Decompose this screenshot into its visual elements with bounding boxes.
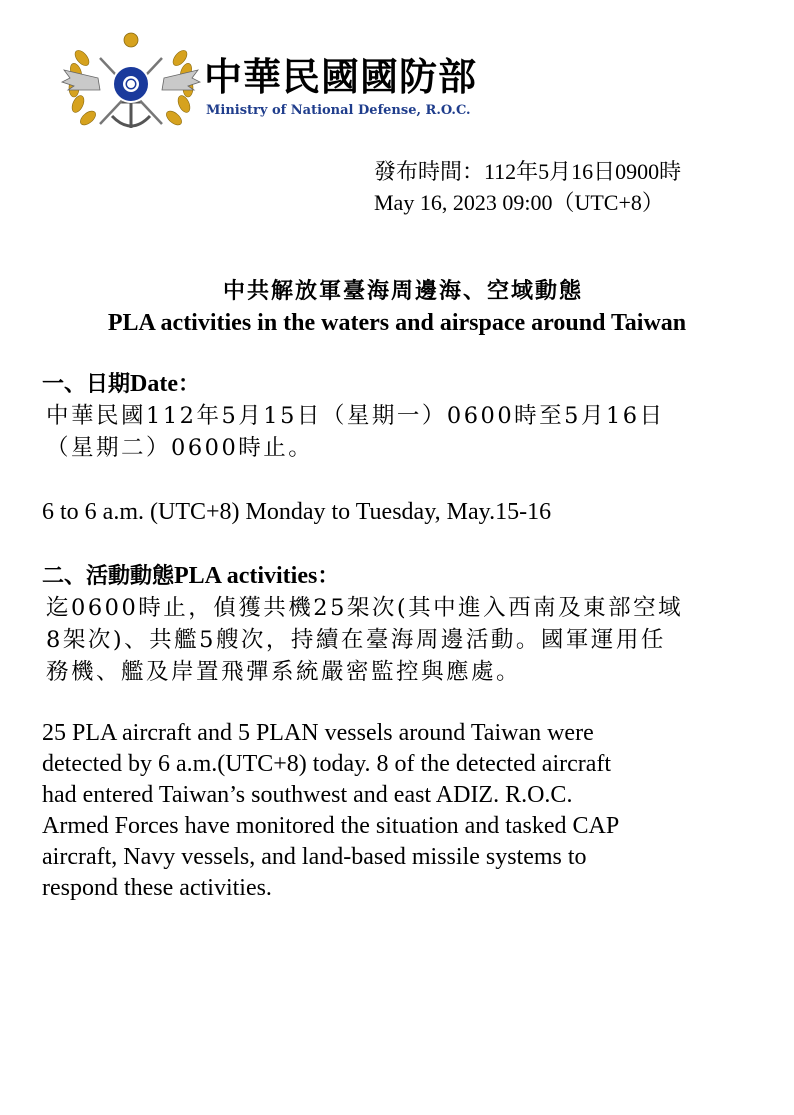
section-activities-zh-line: 務機、艦及岸置飛彈系統嚴密監控與應處。 bbox=[46, 659, 522, 685]
release-time bbox=[374, 156, 681, 218]
section-activities-en bbox=[42, 718, 762, 904]
release-time-en: May 16, 2023 09:00（UTC+8） bbox=[374, 190, 664, 215]
letterhead bbox=[60, 28, 520, 140]
section-activities-heading-en: PLA activities bbox=[174, 563, 318, 589]
section-activities-heading-zh: 二、活動動態 bbox=[42, 563, 175, 589]
section-date-zh-line: （星期二）0600時止。 bbox=[46, 435, 314, 461]
section-activities-heading-colon: ： bbox=[317, 563, 340, 589]
mnd-emblem-icon bbox=[60, 28, 202, 138]
section-activities-en-line: had entered Taiwan’s southwest and east ADIZ. R.O.C. bbox=[42, 782, 573, 808]
title-zh: 中共解放軍臺海周邊海、空域動態 bbox=[222, 278, 583, 304]
section-date-zh-line: 中華民國112年5月15日（星期一）0600時至5月16日 bbox=[46, 403, 665, 429]
section-activities bbox=[42, 561, 762, 688]
section-activities-zh-line: 迄0600時止，偵獲共機25架次(其中進入西南及東部空域 bbox=[46, 595, 684, 621]
section-date bbox=[42, 369, 762, 464]
section-activities-zh bbox=[46, 592, 762, 688]
section-activities-en-line: detected by 6 a.m.(UTC+8) today. 8 of the detected aircraft bbox=[42, 751, 612, 777]
section-date-en: 6 to 6 a.m. (UTC+8) Monday to Tuesday, May.15-16 bbox=[42, 499, 552, 525]
title-en: PLA activities in the waters and airspace around Taiwan bbox=[107, 310, 687, 336]
org-name-en: Ministry of National Defense, R.O.C. bbox=[206, 103, 471, 118]
section-date-heading-zh: 一、日期 bbox=[42, 371, 131, 397]
section-activities-en-line: 25 PLA aircraft and 5 PLAN vessels around Taiwan were bbox=[42, 720, 594, 746]
section-date-zh bbox=[46, 400, 762, 464]
section-activities-en-line: Armed Forces have monitored the situation and tasked CAP bbox=[42, 813, 620, 839]
section-activities-zh-line: 8架次)、共艦5艘次，持續在臺海周邊活動。國軍運用任 bbox=[46, 627, 666, 653]
org-name-zh: 中華民國國防部 bbox=[204, 55, 478, 99]
section-date-heading-en: Date bbox=[130, 371, 178, 397]
section-date-heading-colon: ： bbox=[178, 371, 201, 397]
section-date-heading bbox=[42, 369, 762, 400]
section-activities-heading bbox=[42, 561, 762, 592]
section-activities-en-line: respond these activities. bbox=[42, 875, 272, 901]
release-time-zh: 發布時間：112年5月16日0900時 bbox=[374, 159, 682, 184]
section-activities-en-line: aircraft, Navy vessels, and land-based missile systems to bbox=[42, 844, 587, 870]
